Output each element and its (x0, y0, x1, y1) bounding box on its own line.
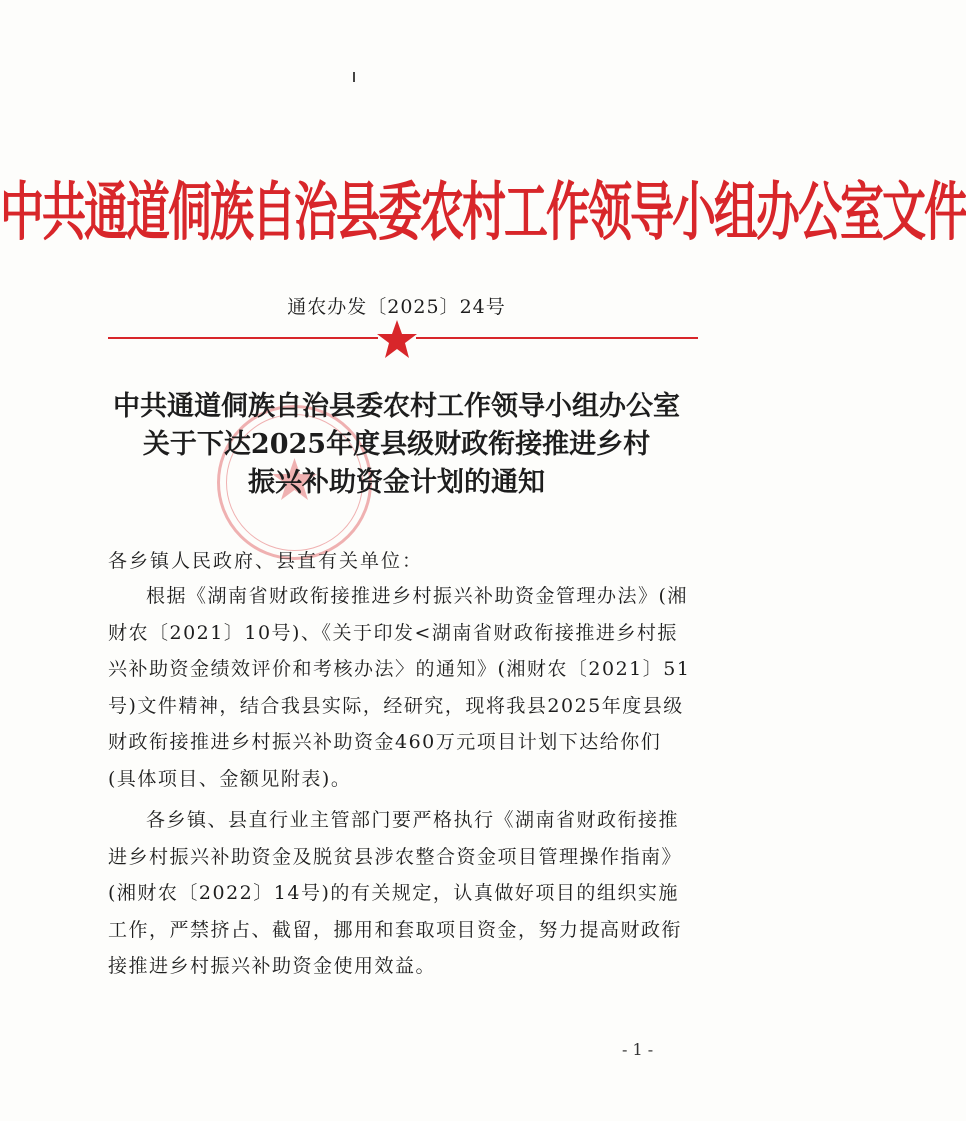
scan-mark (353, 72, 355, 82)
paragraph-2-line-4: 工作，严禁挤占、截留，挪用和套取项目资金，努力提高财政衔 (108, 918, 683, 941)
paragraph-2 (108, 802, 690, 985)
issuer-header-title: 中共通道侗族自治县委农村工作领导小组办公室文件 (0, 175, 966, 250)
notice-title-line-1: 中共通道侗族自治县委农村工作领导小组办公室 (113, 391, 680, 422)
notice-title-line-3: 振兴补助资金计划的通知 (248, 467, 545, 498)
paragraph-2-line-5: 接推进乡村振兴补助资金使用效益。 (108, 955, 437, 977)
paragraph-2-line-1: 各乡镇、县直行业主管部门要严格执行《湖南省财政衔接推 (146, 809, 680, 831)
paragraph-1-line-6: (具体项目、金额见附表)。 (108, 767, 352, 790)
notice-title (0, 388, 793, 502)
paragraph-1 (108, 578, 690, 797)
paragraph-2-line-2: 进乡村振兴补助资金及脱贫县涉农整合资金项目管理操作指南》 (108, 845, 683, 868)
paragraph-1-line-2: 财农〔2021〕10号)、《关于印发<湖南省财政衔接推进乡村振 (108, 621, 678, 644)
star-icon (376, 319, 418, 359)
page-number: - 1 - (622, 1040, 654, 1059)
salutation: 各乡镇人民政府、县直有关单位： (108, 550, 424, 572)
notice-title-line-2: 关于下达2025年度县级财政衔接推进乡村 (142, 429, 651, 460)
paragraph-1-line-1: 根据《湖南省财政衔接推进乡村振兴补助资金管理办法》(湘 (146, 585, 688, 607)
red-rule-right (416, 337, 698, 339)
red-rule-left (108, 337, 378, 339)
paragraph-1-line-3: 兴补助资金绩效评价和考核办法〉的通知》(湘财农〔2021〕51 (108, 658, 691, 680)
paragraph-1-line-5: 财政衔接推进乡村振兴补助资金460万元项目计划下达给你们 (108, 731, 662, 753)
paragraph-1-line-4: 号)文件精神，结合我县实际，经研究，现将我县2025年度县级 (108, 694, 684, 717)
document-number: 通农办发〔2025〕24号 (287, 296, 506, 318)
paragraph-2-line-3: (湘财农〔2022〕14号)的有关规定，认真做好项目的组织实施 (108, 882, 679, 904)
